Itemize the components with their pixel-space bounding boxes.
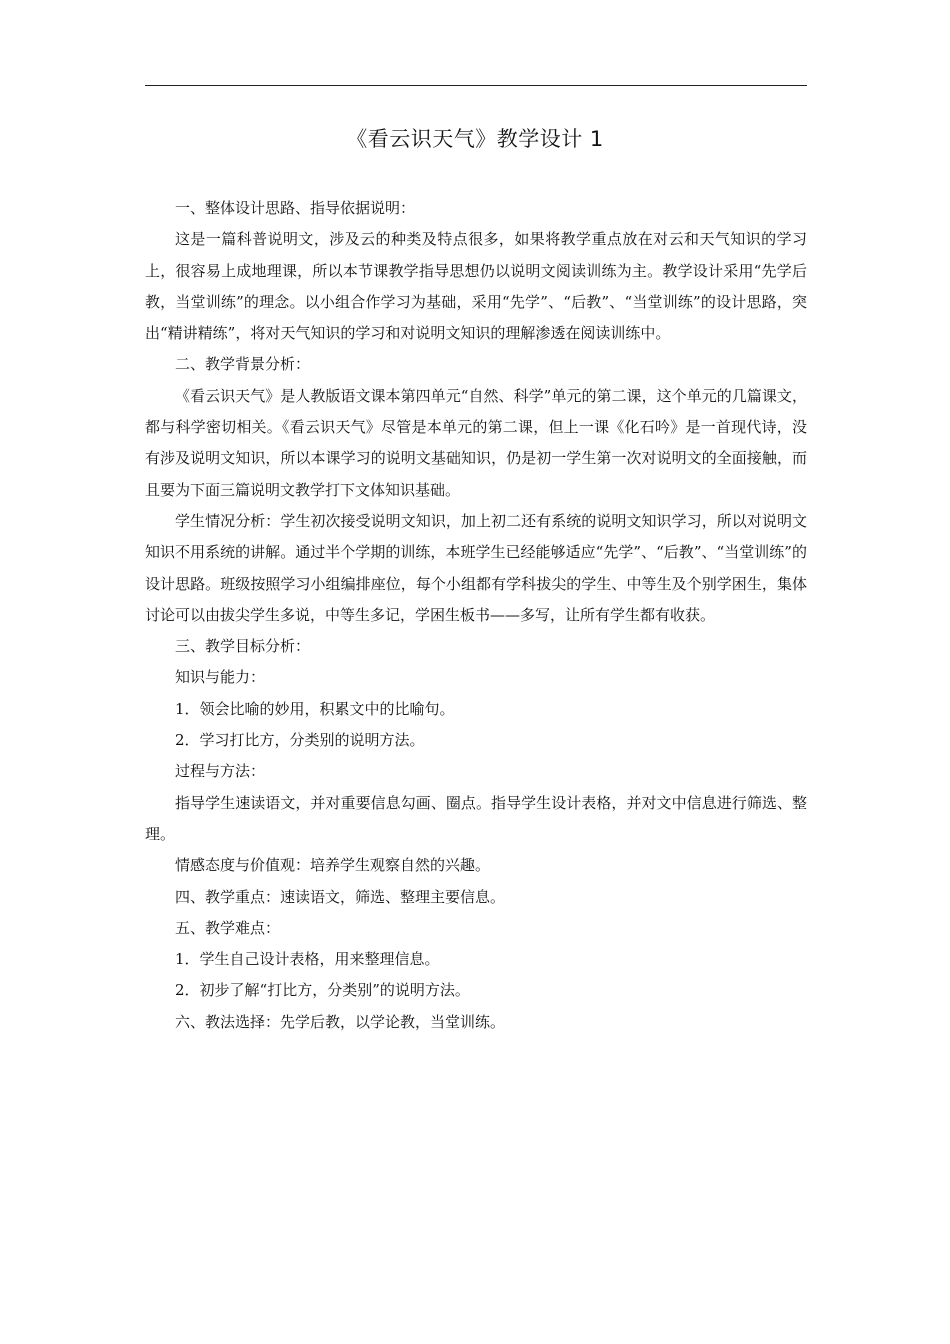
header-rule — [145, 85, 807, 86]
section-heading-2: 二、教学背景分析： — [175, 355, 311, 374]
paragraph-attitude: 情感态度与价值观：培养学生观察自然的兴趣。 — [175, 856, 491, 875]
paragraph-student-analysis: 学生情况分析：学生初次接受说明文知识，加上初二还有系统的说明文知识学习，所以对说明文知识不用系统的讲解。通过半个学期的训练，本班学生已经能够适应“先学”、“后教”、“当堂训练”的设计思路。班级按照学习小组编排座位，每个小组都有学科拔尖的学生、中等生及个别学困生，集体讨论可以由拔尖学生多说，中等生多记，学困生板书——多写，让所有学生都有收获。 — [145, 511, 807, 624]
subheading-process: 过程与方法： — [175, 762, 266, 781]
paragraph-process: 指导学生速读语文，并对重要信息勾画、圈点。指导学生设计表格，并对文中信息进行筛选、整理。 — [145, 793, 807, 843]
list-item: 1．领会比喻的妙用，积累文中的比喻句。 — [175, 699, 455, 718]
section-heading-1: 一、整体设计思路、指导依据说明： — [175, 199, 416, 217]
list-item: 2．学习打比方，分类别的说明方法。 — [175, 731, 425, 750]
section-heading-4: 四、教学重点：速读语文，筛选、整理主要信息。 — [175, 887, 506, 906]
document-body — [145, 193, 807, 1038]
section-heading-5: 五、教学难点： — [175, 918, 281, 937]
subheading-knowledge: 知识与能力： — [175, 668, 266, 687]
section-heading-3: 三、教学目标分析： — [175, 637, 311, 656]
list-item: 2．初步了解“打比方，分类别”的说明方法。 — [175, 981, 470, 1000]
paragraph-design-idea: 这是一篇科普说明文，涉及云的种类及特点很多，如果将教学重点放在对云和天气知识的学习上，很容易上成地理课，所以本节课教学指导思想仍以说明文阅读训练为主。教学设计采用“先学后教，当堂训练”的理念。以小组合作学习为基础，采用“先学”、“后教”、“当堂训练”的设计思路，突出“精讲精练”，将对天气知识的学习和对说明文知识的理解渗透在阅读训练中。 — [145, 230, 807, 343]
list-item: 1．学生自己设计表格，用来整理信息。 — [175, 950, 440, 969]
paragraph-background: 《看云识天气》是人教版语文课本第四单元“自然、科学”单元的第二课，这个单元的几篇课文，都与科学密切相关。《看云识天气》尽管是本单元的第二课，但上一课《化石吟》是一首现代诗，没有涉及说明文知识，所以本课学习的说明文基础知识，仍是初一学生第一次对说明文的全面接触，而且要为下面三篇说明文教学打下文体知识基础。 — [145, 386, 807, 499]
document-title: 《看云识天气》教学设计 1 — [346, 127, 604, 151]
section-heading-6: 六、教法选择：先学后教，以学论教，当堂训练。 — [175, 1012, 506, 1031]
